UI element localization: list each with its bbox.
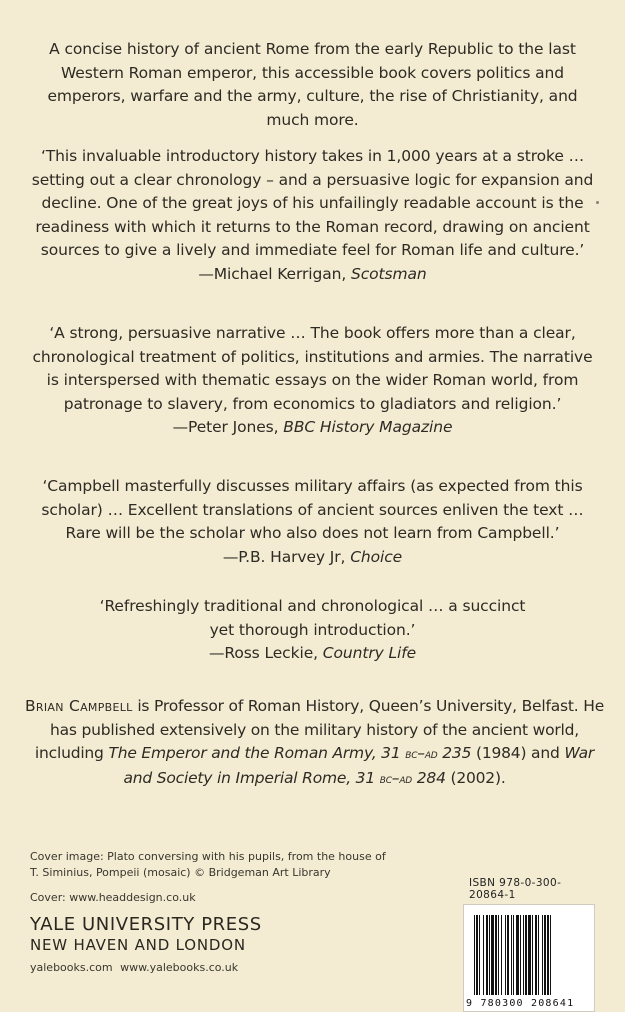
- isbn-label: ISBN 978-0-300-20864-1: [469, 877, 562, 901]
- review-quote: ‘Refreshingly traditional and chronological … a succinct yet thorough introduction.’: [99, 597, 526, 639]
- barcode-icon: [474, 915, 584, 995]
- book-title: The Emperor and the Roman Army, 31 bc–ad 235: [108, 744, 472, 762]
- review-attribution: —P.B. Harvey Jr, Choice: [222, 547, 403, 566]
- review-source: BBC History Magazine: [283, 418, 453, 436]
- isbn-block: [463, 877, 595, 1012]
- publisher-place: NEW HAVEN AND LONDON: [30, 936, 246, 954]
- publisher-url-uk[interactable]: www.yalebooks.co.uk: [120, 961, 239, 974]
- author-name: Brian Campbell: [24, 697, 133, 715]
- review-quote: ‘This invaluable introductory history takes in 1,000 years at a stroke … setting out a clear chronology – and a persuasive logic for expansion and decline. One of the great joys of his unfailingly readable account is the readiness with which it returns to the Roman record, drawing on ancient sources to give a lively and immediate feel for Roman life and culture.’: [31, 147, 594, 259]
- cover-image-credit: Cover image: Plato conversing with his pupils, from the house of T. Siminius, Pompeii (mosaic) © Bridgeman Art Library: [30, 850, 386, 879]
- publisher-name: YALE UNIVERSITY PRESS: [30, 914, 262, 935]
- publisher-block: [30, 914, 262, 974]
- review-bbc-history: [28, 322, 597, 440]
- barcode-box: [463, 904, 595, 1012]
- review-attribution: —Peter Jones, BBC History Magazine: [172, 418, 453, 436]
- barcode-digits: 9 780300 208641: [466, 998, 575, 1009]
- review-country-life: [28, 595, 597, 666]
- review-attribution: —Ross Leckie, Country Life: [208, 644, 417, 662]
- review-attribution: —Michael Kerrigan, Scotsman: [198, 264, 427, 283]
- review-scotsman: [28, 145, 597, 286]
- review-choice: [28, 475, 597, 569]
- author-bio: Brian Campbell is Professor of Roman History, Queen’s University, Belfast. He has published extensively on the military history of the ancient world, including The Emperor and the Roman Army, 31 bc–ad 235 (1984) and War and Society in Imperial Rome, 31 bc–ad 284 (2002).: [24, 697, 605, 787]
- speck: [596, 201, 599, 204]
- review-source: Scotsman: [351, 264, 427, 283]
- cover-design-credit: Cover: www.headdesign.co.uk: [30, 891, 196, 904]
- review-source: Choice: [350, 547, 403, 566]
- publisher-url-us[interactable]: yalebooks.com: [30, 961, 113, 974]
- review-quote: ‘A strong, persuasive narrative … The book offers more than a clear, chronological treatment of politics, institutions and armies. The narrative is interspersed with thematic essays on the wider Roman world, from patronage to slavery, from economics to gladiators and religion.’: [32, 324, 593, 413]
- review-quote: ‘Campbell masterfully discusses military affairs (as expected from this scholar) … Excellent translations of ancient sources enliven the text … Rare will be the scholar who also does not learn from Campbell.’: [41, 477, 584, 542]
- book-summary: [28, 38, 597, 132]
- publisher-urls: [30, 961, 262, 974]
- book-title: War and Society in Imperial Rome, 31 bc–ad 284: [123, 744, 595, 787]
- summary-text: A concise history of ancient Rome from the early Republic to the last Western Roman emperor, this accessible book covers politics and emperors, warfare and the army, culture, the rise of Christianity, and much more.: [47, 40, 578, 129]
- review-source: Country Life: [322, 644, 417, 662]
